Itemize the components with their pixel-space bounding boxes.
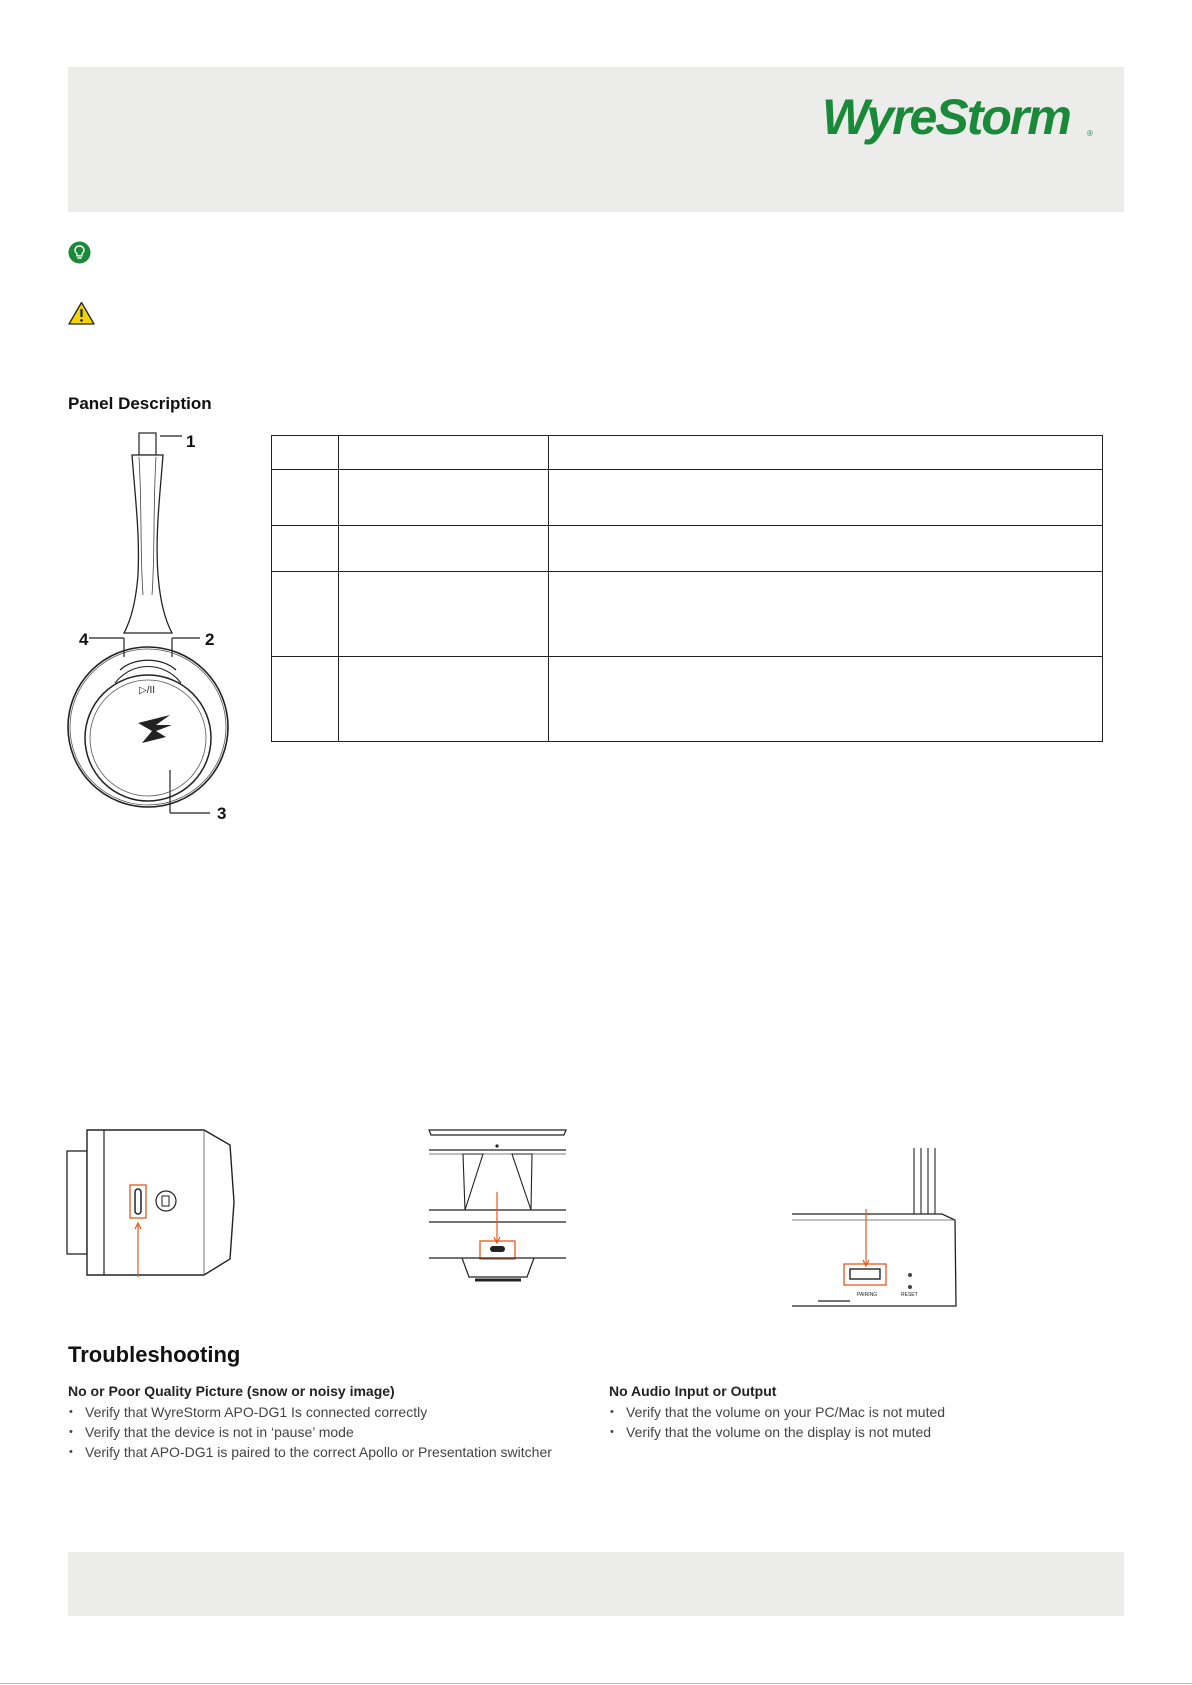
troubleshooting-title: Troubleshooting [68,1342,241,1367]
callout-3: 3 [217,804,227,823]
troubleshooting-section-picture [68,1381,588,1462]
list-item: • Verify that WyreStorm APO-DG1 Is connected correctly [68,1402,588,1422]
table-header-cell [549,436,1103,470]
troubleshooting-heading: No or Poor Quality Picture (snow or noisy image) [68,1383,395,1399]
troubleshooting-heading: No Audio Input or Output [609,1383,777,1399]
device-pairing-port-diagram [790,1148,960,1308]
list-item: • Verify that the volume on your PC/Mac is not muted [609,1402,1129,1422]
callout-1: 1 [186,432,196,451]
callout-2: 2 [205,630,215,649]
table-row [272,470,1103,526]
pairing-port-label: PAIRING [857,1292,878,1298]
panel-description-title: Panel Description [68,394,212,413]
warning-triangle-icon [68,301,95,325]
device-side-usb-c-diagram [64,1125,244,1280]
footer-band [68,1552,1124,1616]
svg-text:®: ® [1087,129,1093,138]
troubleshooting-list [68,1402,588,1462]
table-header-row [272,436,1103,470]
list-item: • Verify that the volume on the display is not muted [609,1422,1129,1442]
play-pause-label: ▷/II [139,685,156,696]
page-bottom-divider [0,1683,1192,1684]
table-row [272,657,1103,742]
table-row [272,526,1103,572]
wyrestorm-logo [822,86,1098,148]
troubleshooting-section-audio [609,1381,1129,1442]
reset-button-label: RESET [901,1292,918,1298]
table-header-cell [339,436,549,470]
troubleshooting-list [609,1402,1129,1442]
list-item: • Verify that the device is not in ‘pause’ mode [68,1422,588,1442]
table-header-cell [272,436,339,470]
device-bottom-usb-diagram [425,1125,570,1285]
dongle-diagram [60,425,240,830]
callout-4: 4 [79,630,89,649]
table-row [272,572,1103,657]
lightbulb-icon [68,241,91,264]
svg-text:WyreStorm: WyreStorm [822,89,1070,145]
list-item: • Verify that APO-DG1 is paired to the correct Apollo or Presentation switcher [68,1442,588,1462]
panel-description-table [271,435,1103,742]
